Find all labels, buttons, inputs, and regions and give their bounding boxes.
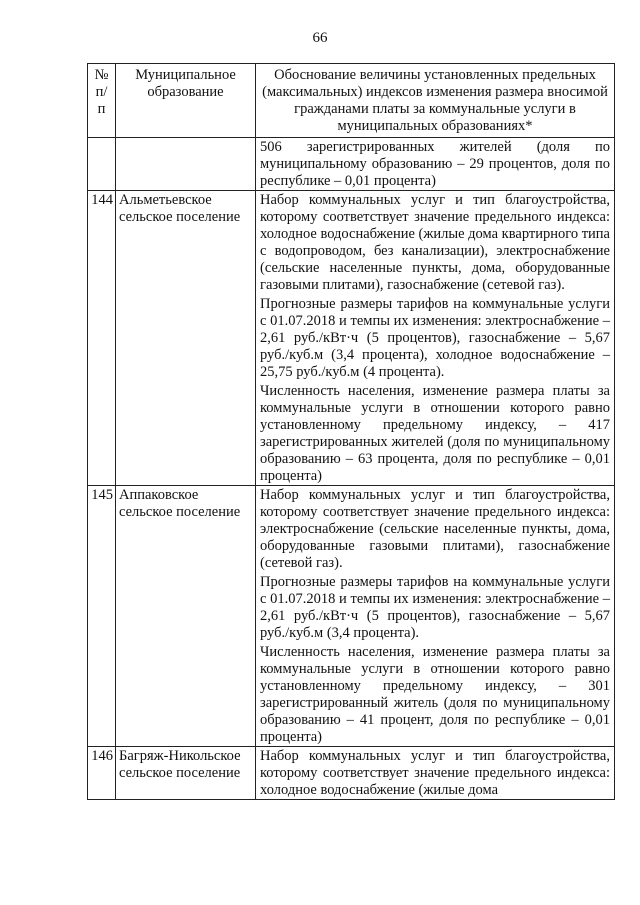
- justification-paragraph: 506 зарегистрированных жителей (доля по муниципальному образованию – 29 процентов, доля по республике – 0,01 процента): [260, 139, 610, 189]
- table-header-row: [88, 64, 615, 138]
- row-number: 146: [88, 747, 116, 800]
- justification-paragraph: Прогнозные размеры тарифов на коммунальные услуги с 01.07.2018 и темпы их изменения: электроснабжение – 2,61 руб./кВт·ч (5 процентов), газоснабжение – 5,67 руб./куб.м (3,4 процента).: [260, 574, 610, 641]
- row-municipality: Аппаковское сельское поселение: [116, 486, 256, 747]
- justification-paragraph: Численность населения, изменение размера платы за коммунальные услуги в отношении которого равно установленному предельному индексу, – 417 зарегистрированных жителей (доля по муниципальному образованию – 63 процента, доля по республике – 0,01 процента): [260, 383, 610, 484]
- row-municipality: Багряж-Никольское сельское поселение: [116, 747, 256, 800]
- row-number: 144: [88, 191, 116, 486]
- header-municipality: Муниципальное образование: [116, 64, 256, 138]
- justification-paragraph: Набор коммунальных услуг и тип благоустройства, которому соответствует значение предельного индекса: холодное водоснабжение (жилые дома квартирного типа с водопроводом, без канализации), электроснабжение (сельские населенные пункты, дома, оборудованные газовыми плитами), газоснабжение (сетевой газ).: [260, 192, 610, 293]
- table-row: [88, 486, 615, 747]
- row-justification: [256, 138, 615, 191]
- justification-paragraph: Прогнозные размеры тарифов на коммунальные услуги с 01.07.2018 и темпы их изменения: электроснабжение – 2,61 руб./кВт·ч (5 процентов), газоснабжение – 5,67 руб./куб.м (3,4 процента), холодное водоснабжение – 25,75 руб./куб.м (4 процента).: [260, 296, 610, 380]
- table-row-continuation: [88, 138, 615, 191]
- row-municipality: [116, 138, 256, 191]
- row-number: [88, 138, 116, 191]
- justification-paragraph: Численность населения, изменение размера платы за коммунальные услуги в отношении которого равно установленному предельному индексу, – 301 зарегистрированный житель (доля по муниципальному образованию – 41 процент, доля по республике – 0,01 процента): [260, 644, 610, 745]
- row-justification: [256, 747, 615, 800]
- justification-paragraph: Набор коммунальных услуг и тип благоустройства, которому соответствует значение предельного индекса: электроснабжение (сельские населенные пункты, дома, оборудованные газовыми плитами), газоснабжение (сетевой газ).: [260, 487, 610, 571]
- row-number: 145: [88, 486, 116, 747]
- page-number: 66: [312, 30, 328, 46]
- row-justification: [256, 486, 615, 747]
- header-number: № п/п: [88, 64, 116, 138]
- row-municipality: Альметьевское сельское поселение: [116, 191, 256, 486]
- table-row: [88, 747, 615, 800]
- row-justification: [256, 191, 615, 486]
- table-row: [88, 191, 615, 486]
- justification-paragraph: Набор коммунальных услуг и тип благоустройства, которому соответствует значение предельного индекса: холодное водоснабжение (жилые дома: [260, 748, 610, 798]
- indices-table: [87, 63, 615, 800]
- header-justification: Обоснование величины установленных предельных (максимальных) индексов изменения размера вносимой гражданами платы за коммунальные услуги в муниципальных образованиях*: [256, 64, 615, 138]
